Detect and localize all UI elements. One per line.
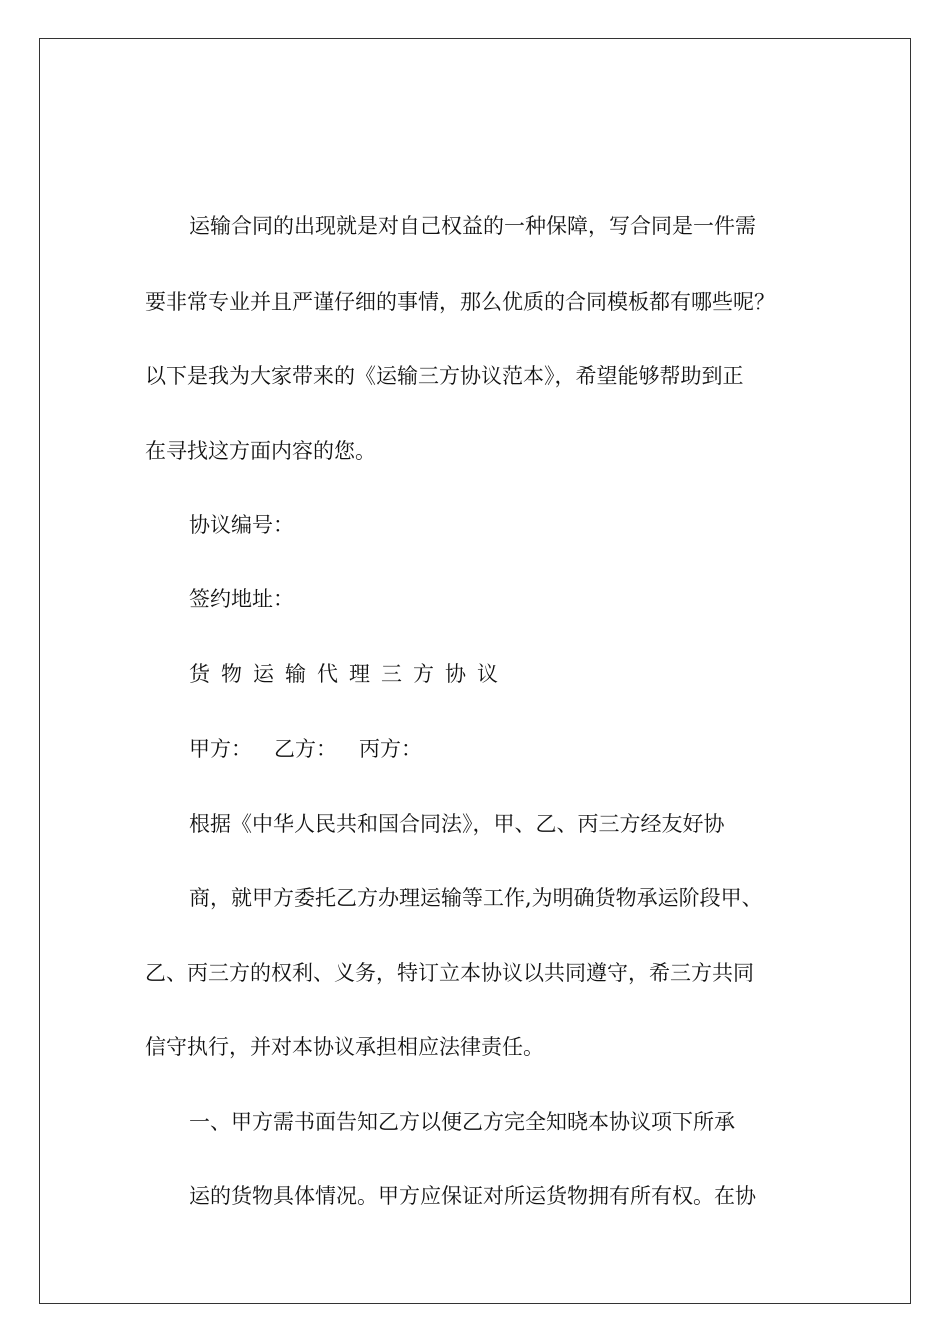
intro-line-1: 运输合同的出现就是对自己权益的一种保障，写合同是一件需 <box>189 214 756 238</box>
sign-address-label: 签约地址： <box>189 587 294 611</box>
preamble-line-4: 信守执行，并对本协议承担相应法律责任。 <box>145 1035 544 1059</box>
party-b-label: 乙方： <box>274 737 337 761</box>
party-c-label: 丙方： <box>359 737 422 761</box>
preamble-line-2: 商，就甲方委托乙方办理运输等工作,为明确货物承运阶段甲、 <box>189 886 763 910</box>
preamble-line-3: 乙、丙三方的权利、义务，特订立本协议以共同遵守，希三方共同 <box>145 961 754 985</box>
party-a-label: 甲方： <box>189 737 252 761</box>
intro-line-3: 以下是我为大家带来的《运输三方协议范本》，希望能够帮助到正 <box>145 364 744 388</box>
clause-1-line-2: 运的货物具体情况。甲方应保证对所运货物拥有所有权。在协 <box>189 1184 756 1208</box>
parties-line <box>189 737 422 761</box>
document-title: 货物运输代理三方协议 <box>189 662 509 686</box>
agreement-no-label: 协议编号： <box>189 513 294 537</box>
intro-line-4: 在寻找这方面内容的您。 <box>145 439 376 463</box>
clause-1-line-1: 一、甲方需书面告知乙方以便乙方完全知晓本协议项下所承 <box>189 1110 735 1134</box>
preamble-line-1: 根据《中华人民共和国合同法》，甲、乙、丙三方经友好协 <box>189 812 725 836</box>
intro-line-2: 要非常专业并且严谨仔细的事情，那么优质的合同模板都有哪些呢？ <box>145 290 775 314</box>
